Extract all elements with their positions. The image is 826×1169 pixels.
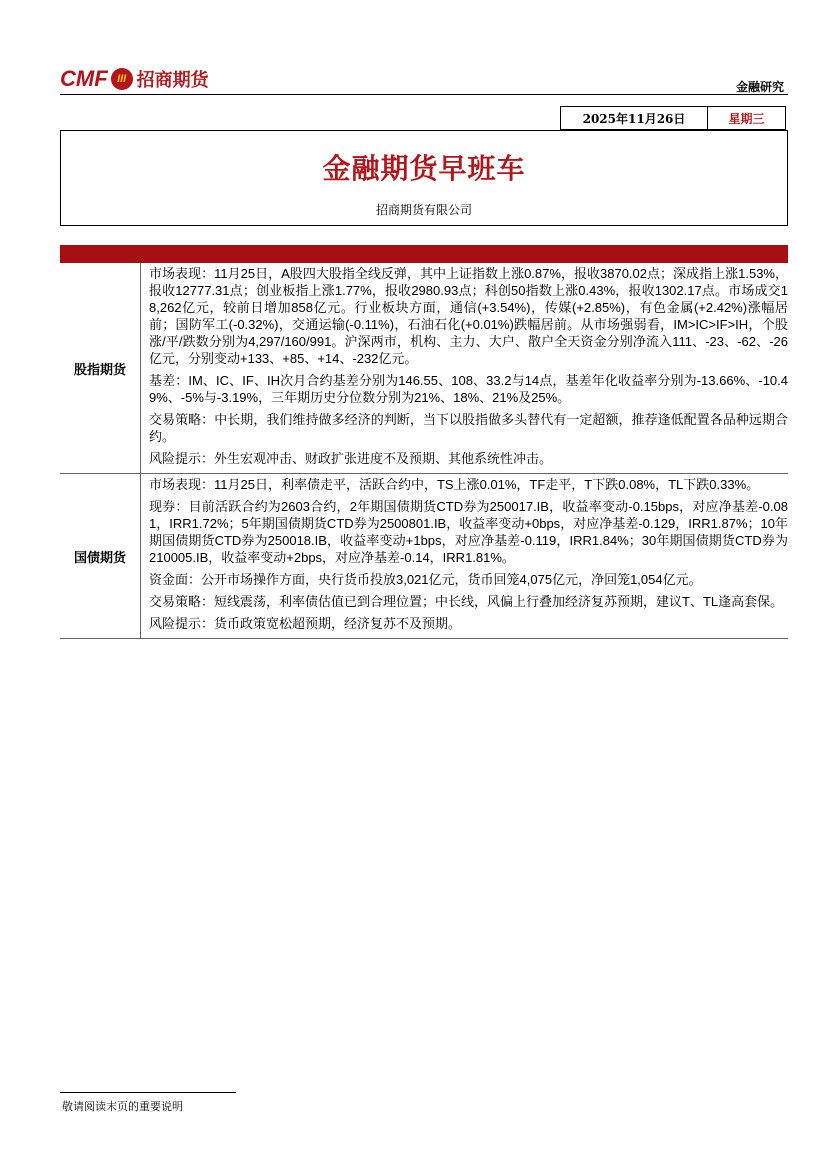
title-box [60,130,788,226]
company-name: 招商期货有限公司 [375,203,472,217]
market-performance-text: 市场表现：11月25日，A股四大股指全线反弹，其中上证指数上涨0.87%，报收3870.02点；深成指上涨1.53%，报收12777.31点；创业板指上涨1.77%，报收2980.93点；科创50指数上涨0.43%，报收1302.17点。市场成交18,262亿元，较前日增加858亿元。行业板块方面，通信(+3.54%)，传媒(+2.85%)，有色金属(+2.42%)涨幅居前；国防军工(-0.32%)，交通运输(-0.11%)，石油石化(+0.01%)跌幅居前。从市场强弱看，IM>IC>IF>IH，个股涨/平/跌数分别为4,297/160/991。沪深两市，机构、主力、大户、散户全天资金分别净流入111、-23、-62、-26亿元，分别变动+133、+85、+14、-232亿元。 [149,266,788,366]
strategy-text: 交易策略：中长期，我们维持做多经济的判断，当下以股指做多头替代有一定超额，推荐逢低配置各品种远期合约。 [149,412,788,444]
basis-text: 基差：IM、IC、IF、IH次月合约基差分别为146.55、108、33.2与14点，基差年化收益率分别为-13.66%、-10.49%、-5%与-3.19%，三年期历史分位数分别为21%、18%、21%及25%。 [149,373,788,405]
logo-mark-icon: III [111,68,133,90]
content-table [60,263,788,639]
header-divider [60,94,788,95]
date-box [560,106,786,130]
table-row-treasury-futures [60,474,788,639]
table-row-stock-index-futures [60,263,788,474]
company-logo [60,64,209,94]
market-performance-text: 市场表现：11月25日，利率债走平，活跃合约中，TS上涨0.01%，TF走平，T下跌0.08%，TL下跌0.33%。 [149,477,760,492]
report-weekday: 星期三 [728,111,765,126]
risk-text: 风险提示：外生宏观冲击、财政扩张进度不及预期、其他系统性冲击。 [149,451,553,466]
row-label: 股指期货 [60,263,141,473]
risk-text: 风险提示：货币政策宽松超预期，经济复苏不及预期。 [149,616,462,631]
section-header-bar [60,245,788,263]
strategy-text: 交易策略：短线震荡，利率债估值已到合理位置；中长线，风偏上行叠加经济复苏预期，建议T、TL逢高套保。 [149,594,784,609]
report-date: 2025年11月26日 [561,107,708,129]
page-title: 金融期货早班车 [322,152,526,185]
row-body [141,474,788,638]
footer-disclaimer-link: 敬请阅读末页的重要说明 [62,1100,183,1113]
footer-divider [60,1092,236,1093]
row-label: 国债期货 [60,474,141,638]
liquidity-text: 资金面：公开市场操作方面，央行货币投放3,021亿元，货币回笼4,075亿元，净回笼1,054亿元。 [149,572,702,587]
logo-chinese: 招商期货 [136,70,209,91]
row-body [141,263,788,473]
section-label: 金融研究 [735,80,784,94]
logo-latin: CMF [60,66,108,91]
cash-bond-text: 现券：目前活跃合约为2603合约，2年期国债期货CTD券为250017.IB，收益率变动-0.15bps，对应净基差-0.081，IRR1.72%；5年期国债期货CTD券为2500801.IB，收益率变动+0bps，对应净基差-0.129，IRR1.87%；10年期国债期货CTD券为250018.IB，收益率变动+1bps，对应净基差-0.119，IRR1.84%；30年期国债期货CTD券为210005.IB，收益率变动+2bps，对应净基差-0.14，IRR1.81%。 [149,499,788,565]
